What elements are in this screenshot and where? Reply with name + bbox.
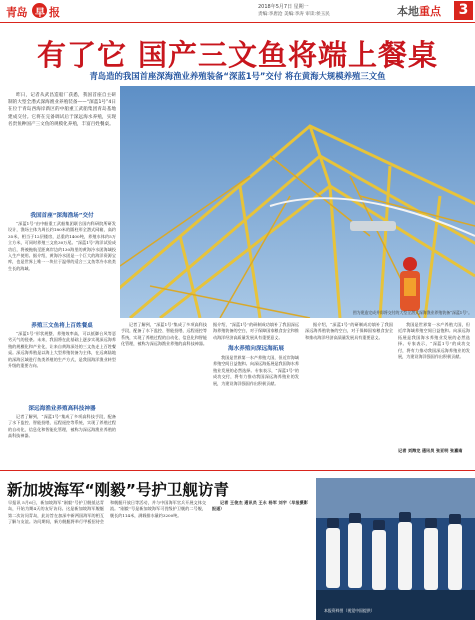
fish-farm-photo — [120, 86, 475, 318]
story2-headline: 新加坡海军“刚毅”号护卫舰访青 — [7, 481, 229, 499]
logo-circle-icon: 早 — [32, 3, 47, 18]
main-headline: 有了它 国产三文鱼将端上餐桌 — [36, 38, 439, 72]
main-subheadline: 青岛造的我国首座深海渔业养殖装备“深蓝1号”交付 将在黄海大规模养殖三文鱼 — [89, 71, 386, 81]
editor-credits: 责编:李唐沧 美编:李涛 审读:侯玉民 — [258, 12, 330, 17]
article-column-4: 据介绍，“深蓝1号”的研制成功填补了我国深远海养殖装备的空白，对于保障国家粮食安全和推动海洋经济高质量发展具有重要意义。 — [213, 322, 299, 340]
article-column-6: 据介绍，“深蓝1号”的研制成功填补了我国深远海养殖装备的空白，对于保障国家粮食安全和推动海洋经济高质量发展具有重要意义。 — [305, 322, 393, 340]
page-number: 3 — [454, 1, 473, 20]
article-intro: 昨日，记者从武昌造船厂获悉，我国首座自主研制的大型全潜式深海渔业养殖装备——“深蓝1号”4日在位于青岛西海岸新区的中船重工武船集团青岛基地建成交付。它将在完备调试后于深远海水养殖，实现名贵鱼种国产三文鱼的规模化养殖，丰富百姓餐桌。 — [8, 93, 116, 127]
section-label-highlight: 重点 — [419, 5, 441, 18]
article-column-2: “深蓝1号”形状规整、养殖效率高，可以抵御台风等恶劣天气的侵袭。未来，我国将在此基础上逐步实现深远海养殖的规模化和产业化，让来自黄海深处的三文鱼走上百姓餐桌。深远海养殖是以海上大型养殖装备为主体，在远离陆地的深海区域进行鱼类养殖的生产方式，是我国海洋渔业转型升级的重要方向。 — [8, 331, 116, 369]
section-heading-2: 养殖三文鱼将上百姓餐桌 — [31, 323, 93, 329]
section-heading-4: 海水养殖向深远海拓展 — [228, 346, 284, 352]
story2-photo-caption: 本报资料图（视觉中国提供） — [324, 608, 375, 613]
article-column-3a: 记者了解到，“深蓝1号”集成了多项高科技手段，配备了水下监控、智能投喂、远程遥控等系统，实现了养殖过程的自动化、信息化和智能化管理，被称为深远海渔业养殖的高科技神器。 — [8, 414, 116, 439]
story2-body: 早报讯 5月6日，新加坡海军“刚毅”号护卫舰抵达青岛，开始为期4天的友好访问。这是新加坡海军舰艇第二次访问青岛，此访旨在加深中新两国海军的相互了解与友谊。访问期间，新方舰艇将举行甲板招待会和舰艇开放日等活动，并与中国海军官兵开展文体交流。“刚毅”号是新加坡海军可畏级护卫舰的二号舰，舰长约114米，满载排水量约3200吨。 记者 王俊杰 通讯员 王永 杨军 刘宇（早报摄影报道） — [8, 500, 308, 525]
section-divider — [0, 470, 475, 471]
article-byline: 记者 刘海龙 通讯员 张亚明 张嘉南 — [398, 448, 463, 453]
section-heading-3: 深远海渔业养殖高科技神器 — [28, 406, 96, 412]
navy-crew-illustration — [316, 478, 475, 620]
fish-farm-illustration — [120, 86, 475, 318]
masthead — [0, 0, 475, 23]
article-column-5: 我国是世界第一水产养殖大国，但近岸海域养殖空间日益饱和。向深远海拓展是我国海水养殖业发展的必然选择。专家表示，“深蓝1号”的成功交付，将有力推动我国深远海养殖业的发展，为建设海洋强国作出积极贡献。 — [213, 355, 299, 386]
newspaper-logo: 青岛 早 报 — [6, 3, 76, 19]
section-heading-1: 我国首座“深海渔场”交付 — [30, 213, 94, 219]
issue-date: 2018年5月7日 星期一 — [258, 4, 309, 10]
navy-ship-photo — [316, 478, 475, 620]
section-label: 本地 — [397, 5, 419, 18]
article-column-1: “深蓝1号”由中船重工武船集团联合国内科研院所研发设计，渔场主体为周长约180米的圆柱形全潜式网箱，高约35米，相当于12层楼房，总重约1400吨，养殖水体约5万立方米，可同时养殖三文鱼30万尾。“深蓝1号”海洋试验成功后，将被拖航至距离岸边约130海里的黄海冷水团海域投入生产使用。据介绍，黄海冷水团是一个巨大的海洋资源宝库，也是世界上唯一一块位于温带的适合三文鱼等冷水鱼类生长的海域。 — [8, 221, 116, 271]
article-column-7: 我国是世界第一水产养殖大国，但近岸海域养殖空间日益饱和。向深远海拓展是我国海水养殖业发展的必然选择。专家表示，“深蓝1号”的成功交付，将有力推动我国深远海养殖业的发展，为建设海洋强国作出积极贡献。 — [398, 322, 470, 360]
article-column-3b: 记者了解到，“深蓝1号”集成了多项高科技手段，配备了水下监控、智能投喂、远程遥控等系统，实现了养殖过程的自动化、信息化和智能化管理，被称为深远海渔业养殖的高科技神器。 — [121, 322, 207, 347]
photo-caption: 图为建造完成并即将交付的大型全潜式深海渔业养殖装备“深蓝1号”。 — [352, 310, 472, 315]
